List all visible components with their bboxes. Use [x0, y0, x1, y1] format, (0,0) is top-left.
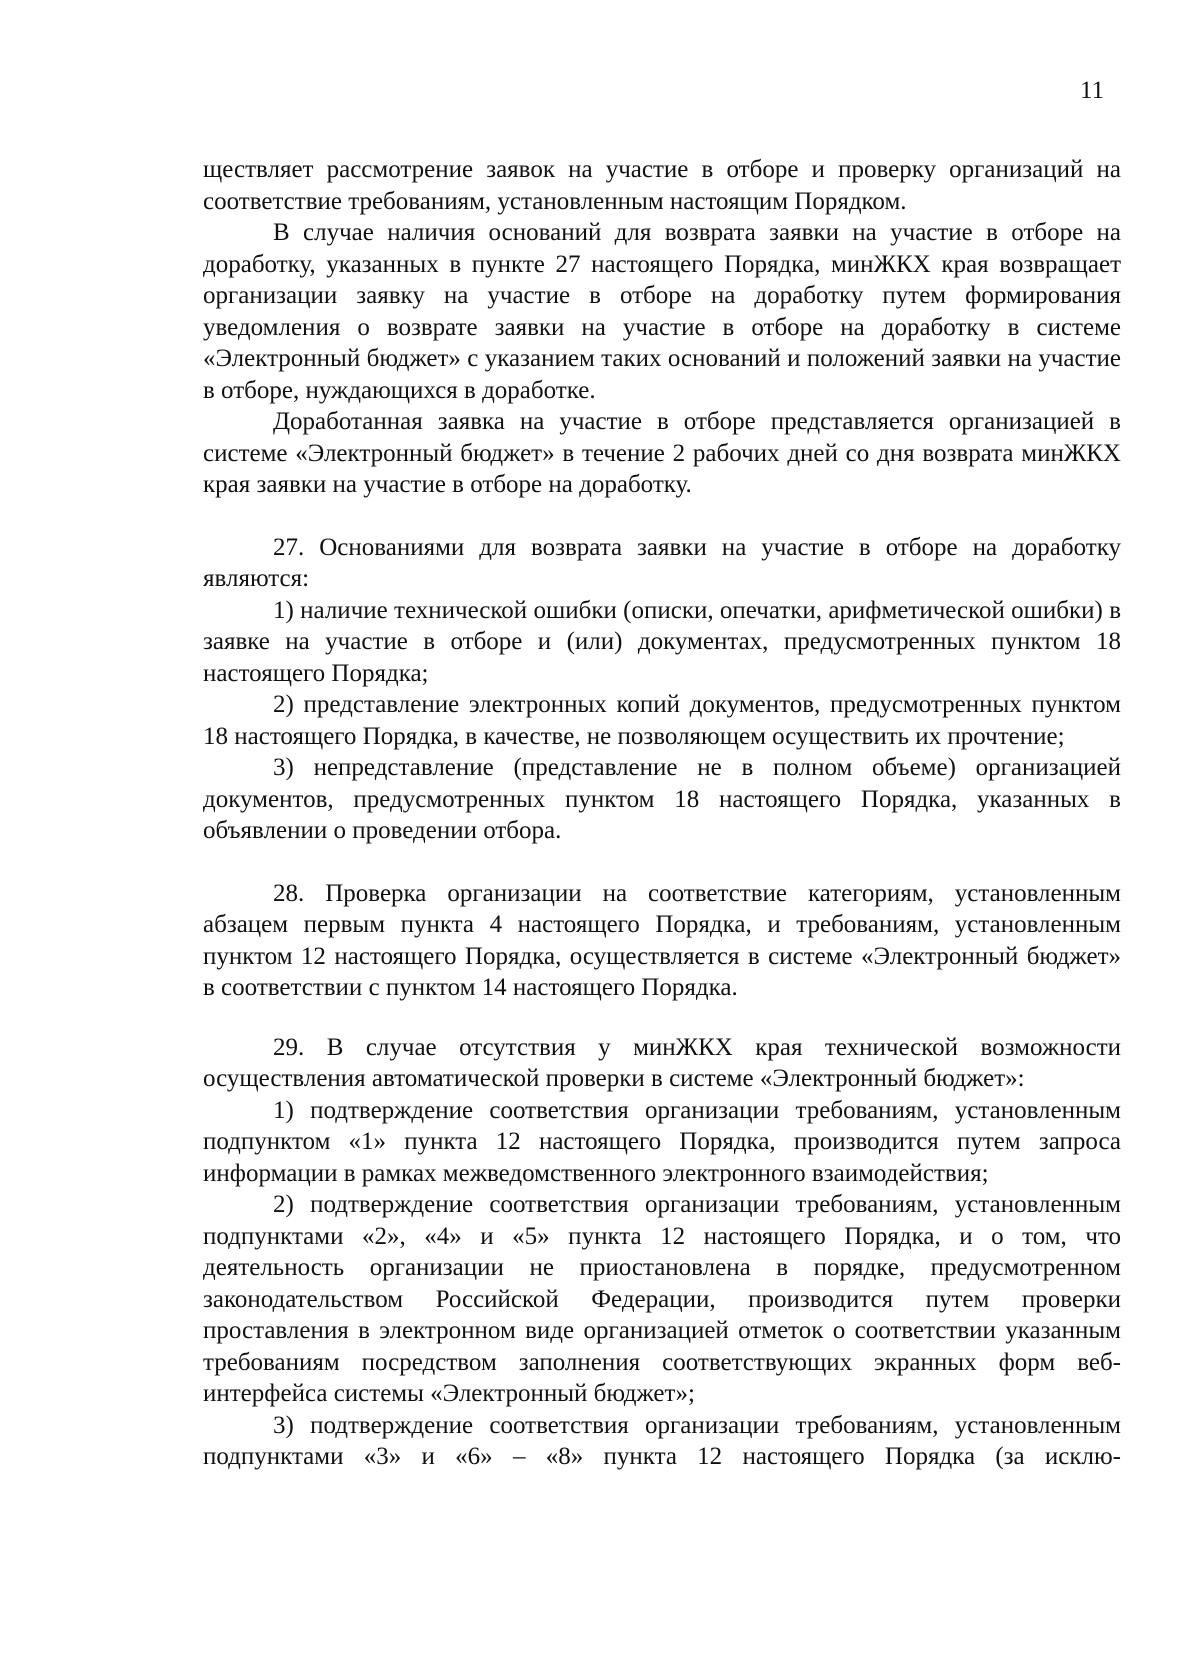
- document-body: [203, 154, 1121, 1473]
- paragraph: 28. Проверка организации на соответствие категориям, установленным абзацем первым пункта 4 настоящего Порядка, и требованиям, установленным пунктом 12 настоящего Порядка, осуществляется в системе «Электронный бюджет» в соответствии с пунктом 14 настоящего Порядка.: [203, 879, 1121, 1001]
- page-number: 11: [1080, 77, 1105, 104]
- paragraph: 27. Основаниями для возврата заявки на участие в отборе на доработку являются:: [203, 533, 1121, 592]
- paragraph: ществляет рассмотрение заявок на участие в отборе и проверку организаций на соответствие требованиям, установленным настоящим Порядком.: [203, 156, 1121, 215]
- paragraph: 1) наличие технической ошибки (описки, опечатки, арифметической ошибки) в заявке на участие в отборе и (или) документах, предусмотренных пунктом 18 настоящего Порядка;: [203, 596, 1121, 687]
- paragraph: 29. В случае отсутствия у минЖКХ края технической возможности осуществления автоматической проверки в системе «Электронный бюджет»:: [203, 1033, 1121, 1092]
- paragraph: В случае наличия оснований для возврата заявки на участие в отборе на доработку, указанных в пункте 27 настоящего Порядка, минЖКХ края возвращает организации заявку на участие в отборе на доработку путем формирования уведомления о возврате заявки на участие в отборе на доработку в системе «Электронный бюджет» с указанием таких оснований и положений заявки на участие в отборе, нуждающихся в доработке.: [203, 219, 1121, 404]
- paragraph: 3) непредставление (представление не в полном объеме) организацией документов, предусмотренных пунктом 18 настоящего Порядка, указанных в объявлении о проведении отбора.: [203, 754, 1121, 844]
- paragraph: 1) подтверждение соответствия организации требованиям, установленным подпунктом «1» пункта 12 настоящего Порядка, производится путем запроса информации в рамках межведомственного электронного взаимодействия;: [203, 1096, 1121, 1187]
- paragraph: 2) представление электронных копий документов, предусмотренных пунктом 18 настоящего Порядка, в качестве, не позволяющем осуществить их прочтение;: [203, 691, 1121, 750]
- paragraph: Доработанная заявка на участие в отборе представляется организацией в системе «Электронный бюджет» в течение 2 рабочих дней со дня возврата минЖКХ края заявки на участие в отборе на доработку.: [203, 408, 1121, 498]
- paragraph: 3) подтверждение соответствия организации требованиям, установленным подпунктами «3» и «6» – «8» пункта 12 настоящего Порядка (за исклю-: [203, 1411, 1121, 1470]
- paragraph: 2) подтверждение соответствия организации требованиям, установленным подпунктами «2», «4» и «5» пункта 12 настоящего Порядка, и о том, что деятельность организации не приостановлена в порядке, предусмотренном законодательством Российской Федерации, производится путем проверки проставления в электронном виде организацией отметок о соответствии указанным требованиям посредством заполнения соответствующих экранных форм веб-интерфейса системы «Электронный бюджет»;: [203, 1191, 1121, 1407]
